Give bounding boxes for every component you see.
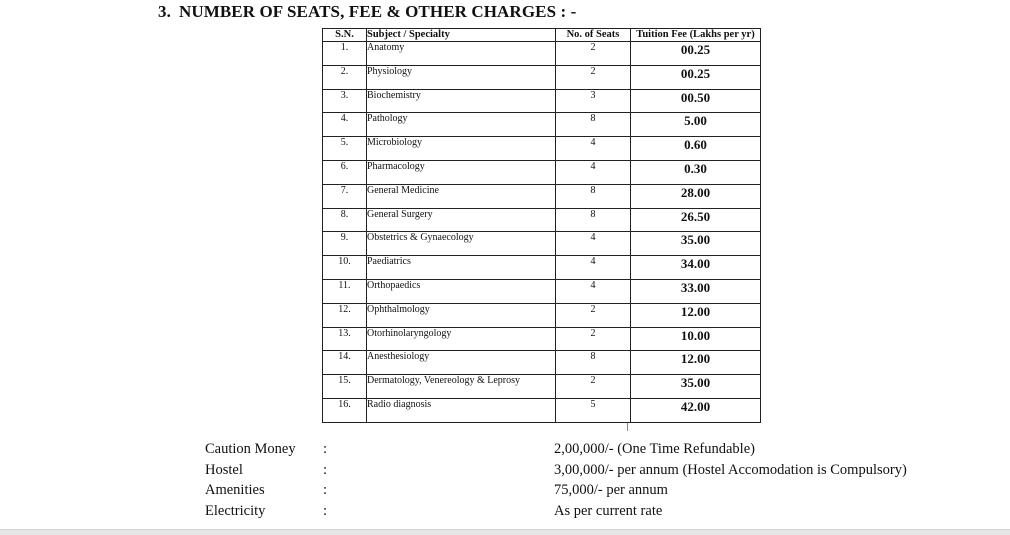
- row-sn-cell: 15.: [323, 375, 367, 399]
- charge-label: Caution Money: [205, 441, 296, 457]
- table-row: [323, 65, 761, 89]
- row-fee-cell: 35.00: [631, 375, 761, 399]
- charge-colon: :: [323, 482, 328, 499]
- row-sn-cell: 14.: [323, 351, 367, 375]
- row-sn-cell: 10.: [323, 256, 367, 280]
- charge-colon: :: [323, 503, 328, 520]
- row-fee-cell: 00.50: [631, 89, 761, 113]
- row-seats-cell: 2: [556, 65, 631, 89]
- row-sn-cell: 4.: [323, 113, 367, 137]
- row-sn-cell: 13.: [323, 327, 367, 351]
- charge-label: Electricity: [205, 503, 266, 520]
- row-fee-cell: 12.00: [631, 351, 761, 375]
- charge-colon: :: [323, 461, 328, 478]
- row-seats-cell: 8: [556, 113, 631, 137]
- section-number: 3.: [158, 2, 171, 21]
- table-header-row: [323, 29, 761, 42]
- row-subject-cell: Radio diagnosis: [367, 398, 556, 422]
- table-row: [323, 256, 761, 280]
- row-subject-cell: Microbiology: [367, 137, 556, 161]
- charge-colon: :: [323, 441, 328, 457]
- row-seats-cell: 4: [556, 256, 631, 280]
- row-seats-cell: 3: [556, 89, 631, 113]
- row-fee-cell: 5.00: [631, 113, 761, 137]
- row-seats-cell: 4: [556, 279, 631, 303]
- row-seats-cell: 5: [556, 398, 631, 422]
- row-fee-cell: 12.00: [631, 303, 761, 327]
- table-row: [323, 303, 761, 327]
- row-sn-cell: 11.: [323, 279, 367, 303]
- charge-row: [205, 481, 965, 502]
- row-seats-cell: 2: [556, 303, 631, 327]
- row-sn-cell: 1.: [323, 42, 367, 66]
- row-seats-cell: 2: [556, 375, 631, 399]
- table-row: [323, 113, 761, 137]
- row-subject-cell: General Surgery: [367, 208, 556, 232]
- row-sn-cell: 2.: [323, 65, 367, 89]
- row-subject-cell: Pathology: [367, 113, 556, 137]
- row-sn-cell: 12.: [323, 303, 367, 327]
- row-seats-cell: 4: [556, 232, 631, 256]
- table-row: [323, 351, 761, 375]
- table-row: [323, 137, 761, 161]
- table-tick-mark: [627, 423, 628, 431]
- row-subject-cell: Obstetrics & Gynaecology: [367, 232, 556, 256]
- row-sn-cell: 5.: [323, 137, 367, 161]
- row-subject-cell: Anatomy: [367, 42, 556, 66]
- row-seats-cell: 8: [556, 184, 631, 208]
- table-row: [323, 375, 761, 399]
- row-fee-cell: 0.60: [631, 137, 761, 161]
- header-sn: S.N.: [323, 29, 367, 42]
- charge-row: [205, 461, 965, 482]
- bottom-scroll-bar[interactable]: [0, 529, 1010, 535]
- table-row: [323, 208, 761, 232]
- row-subject-cell: Orthopaedics: [367, 279, 556, 303]
- row-seats-cell: 2: [556, 327, 631, 351]
- seats-fee-table: [322, 28, 761, 423]
- row-fee-cell: 00.25: [631, 65, 761, 89]
- row-fee-cell: 33.00: [631, 279, 761, 303]
- charge-value: As per current rate: [554, 503, 663, 520]
- row-sn-cell: 16.: [323, 398, 367, 422]
- row-seats-cell: 2: [556, 42, 631, 66]
- row-sn-cell: 8.: [323, 208, 367, 232]
- row-fee-cell: 26.50: [631, 208, 761, 232]
- charge-row: [205, 440, 965, 461]
- row-fee-cell: 35.00: [631, 232, 761, 256]
- row-sn-cell: 3.: [323, 89, 367, 113]
- table-row: [323, 184, 761, 208]
- row-subject-cell: Physiology: [367, 65, 556, 89]
- charge-value: 3,00,000/- per annum (Hostel Accomodation is Compulsory): [554, 461, 907, 478]
- charge-value: 2,00,000/- (One Time Refundable): [554, 441, 755, 457]
- table-row: [323, 160, 761, 184]
- row-fee-cell: 42.00: [631, 398, 761, 422]
- table-row: [323, 279, 761, 303]
- row-subject-cell: Anesthesiology: [367, 351, 556, 375]
- charge-row: [205, 502, 965, 523]
- row-fee-cell: 00.25: [631, 42, 761, 66]
- row-fee-cell: 0.30: [631, 160, 761, 184]
- row-subject-cell: Ophthalmology: [367, 303, 556, 327]
- table-row: [323, 398, 761, 422]
- row-subject-cell: Biochemistry: [367, 89, 556, 113]
- table-row: [323, 232, 761, 256]
- row-fee-cell: 10.00: [631, 327, 761, 351]
- row-sn-cell: 6.: [323, 160, 367, 184]
- header-subject: Subject / Specialty: [367, 29, 556, 42]
- row-fee-cell: 28.00: [631, 184, 761, 208]
- charge-label: Hostel: [205, 461, 243, 478]
- charge-value: 75,000/- per annum: [554, 482, 668, 499]
- row-subject-cell: Otorhinolaryngology: [367, 327, 556, 351]
- table-row: [323, 89, 761, 113]
- charge-label: Amenities: [205, 482, 265, 499]
- row-subject-cell: General Medicine: [367, 184, 556, 208]
- header-fee: Tuition Fee (Lakhs per yr): [631, 29, 761, 42]
- row-seats-cell: 4: [556, 160, 631, 184]
- row-subject-cell: Dermatology, Venereology & Leprosy: [367, 375, 556, 399]
- section-title: NUMBER OF SEATS, FEE & OTHER CHARGES : -: [178, 2, 577, 21]
- other-charges-list: [205, 440, 965, 523]
- row-seats-cell: 4: [556, 137, 631, 161]
- row-fee-cell: 34.00: [631, 256, 761, 280]
- row-subject-cell: Pharmacology: [367, 160, 556, 184]
- row-seats-cell: 8: [556, 351, 631, 375]
- row-seats-cell: 8: [556, 208, 631, 232]
- header-seats: No. of Seats: [556, 29, 631, 42]
- row-sn-cell: 9.: [323, 232, 367, 256]
- table-row: [323, 42, 761, 66]
- row-sn-cell: 7.: [323, 184, 367, 208]
- row-subject-cell: Paediatrics: [367, 256, 556, 280]
- table-row: [323, 327, 761, 351]
- table-body: [323, 42, 761, 423]
- section-heading: [158, 2, 576, 22]
